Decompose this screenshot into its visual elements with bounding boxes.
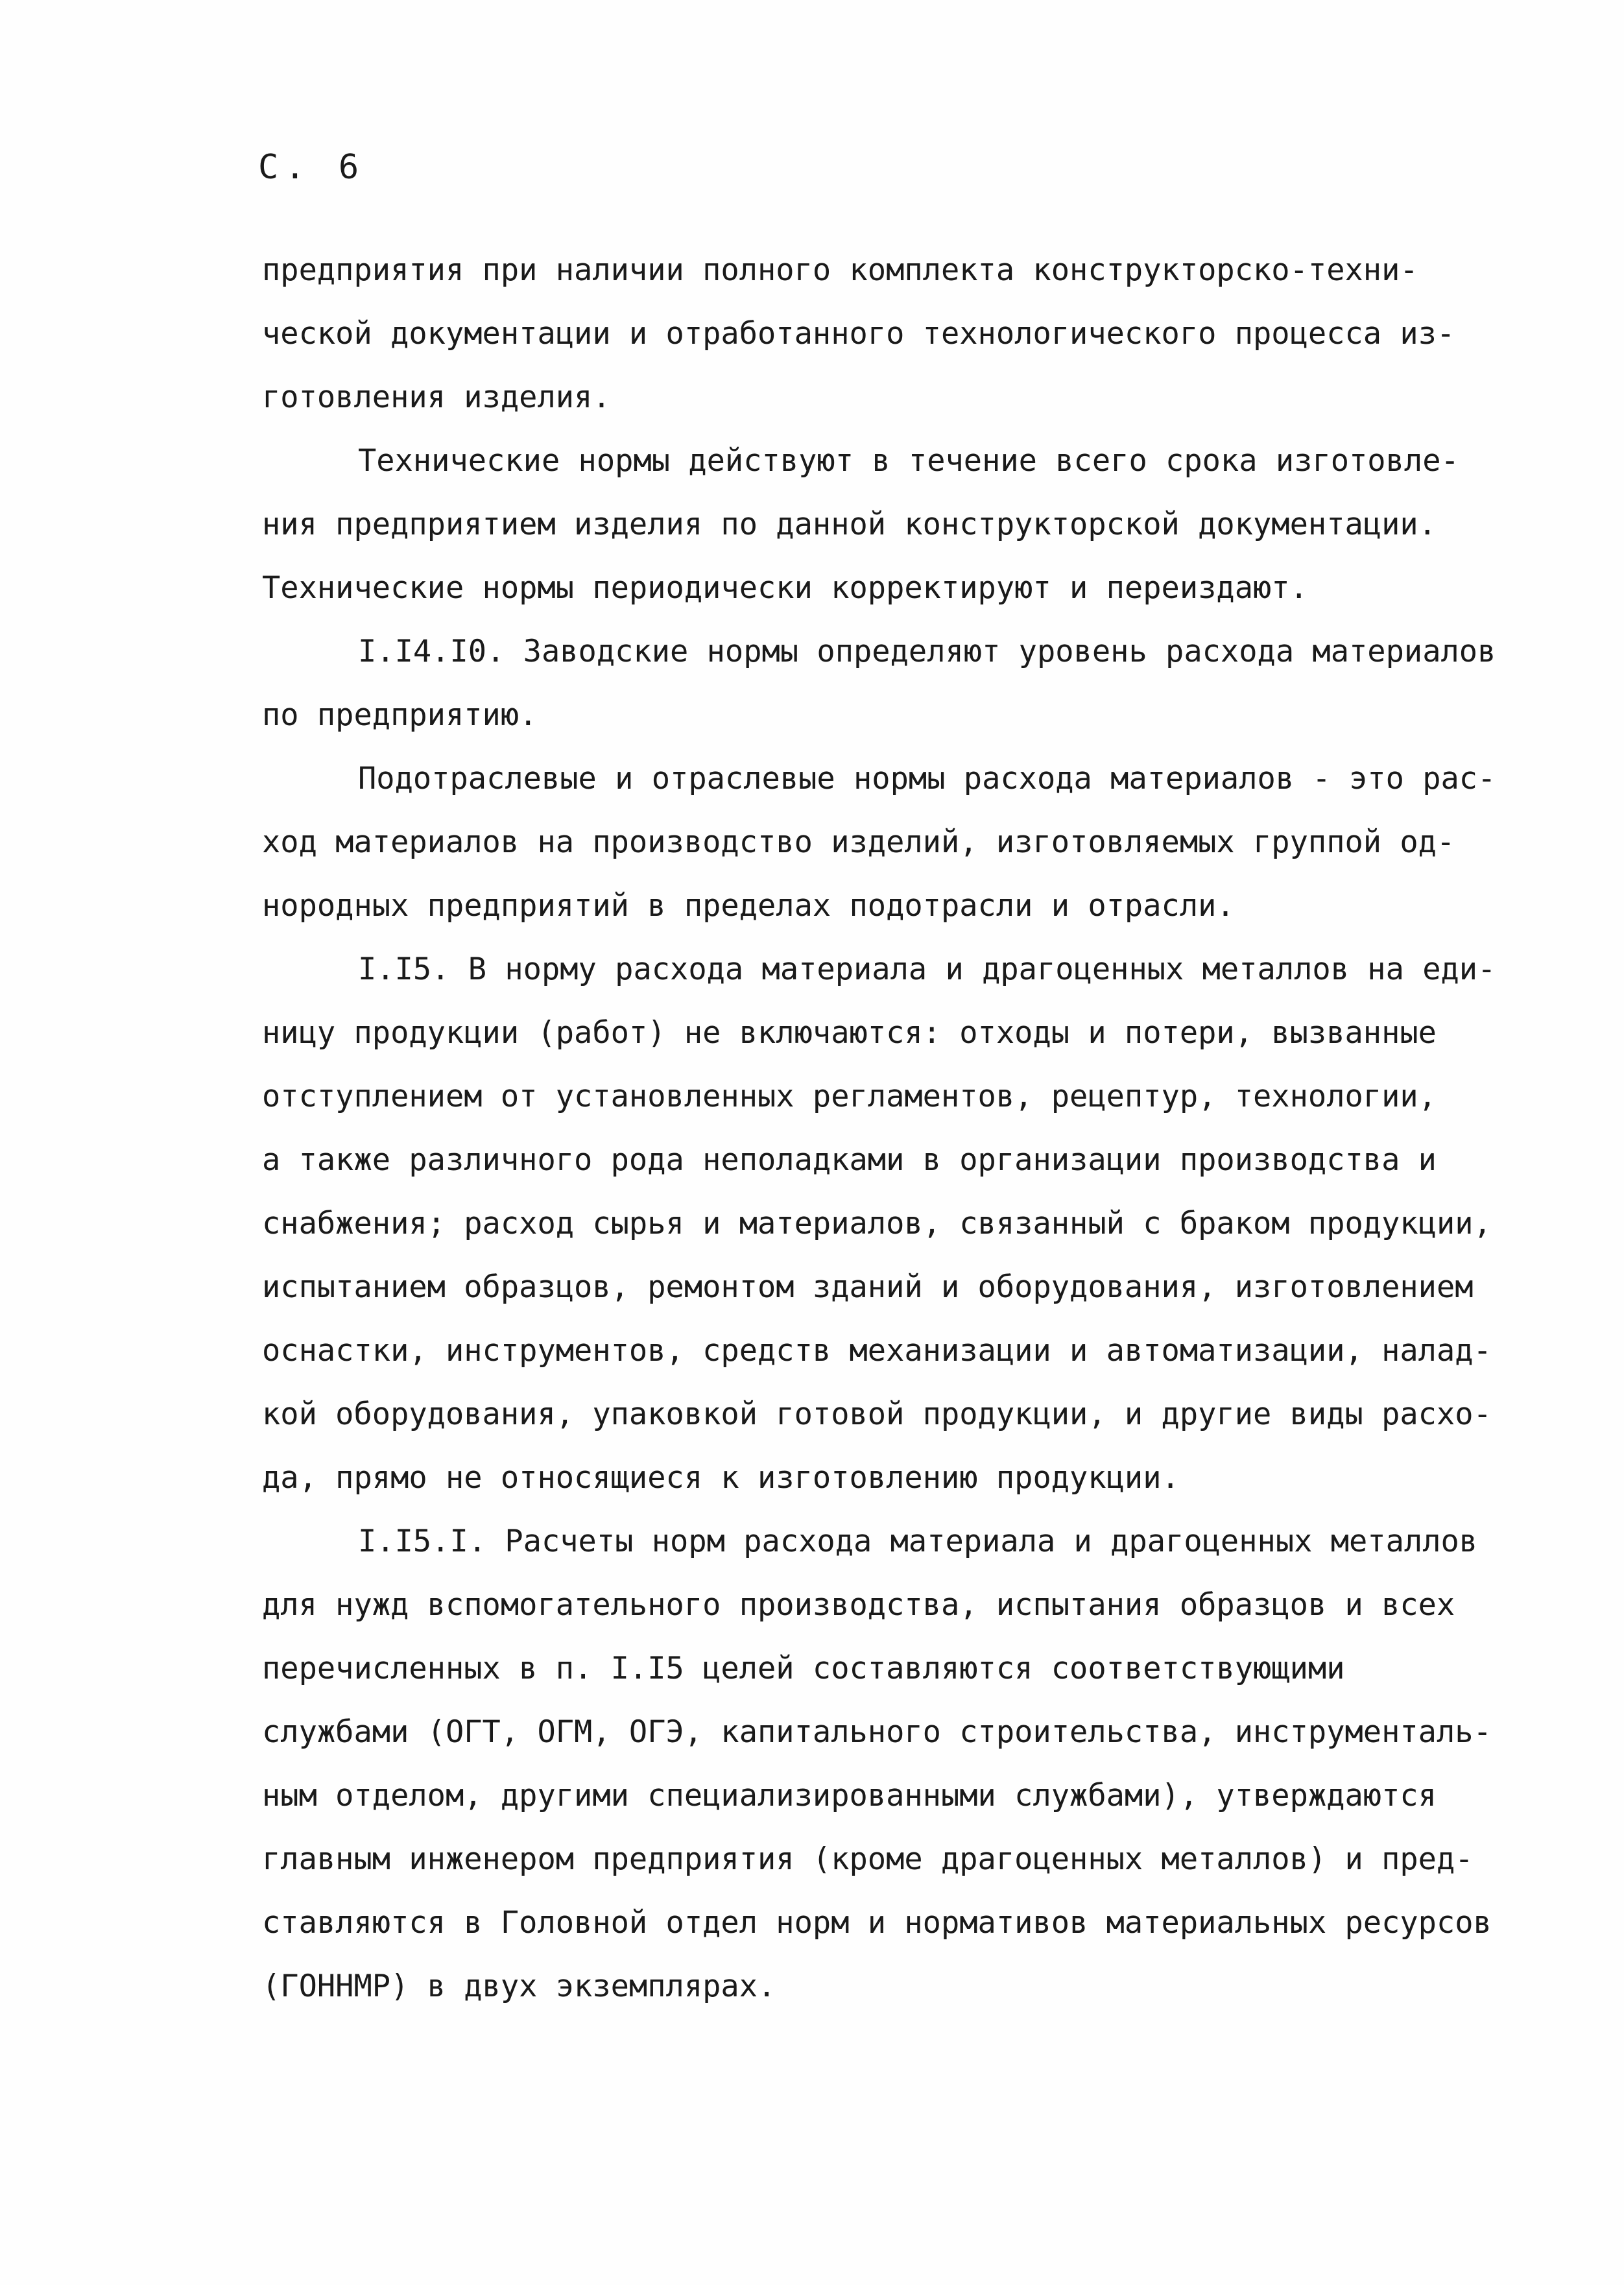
text-line: по предприятию.	[262, 697, 538, 733]
paragraph	[262, 1510, 1527, 2018]
text-line: оснастки, инструментов, средств механизации и автоматизации, налад-	[262, 1333, 1492, 1369]
text-line: снабжения; расход сырья и материалов, связанный с браком продукции,	[262, 1206, 1492, 1241]
text-line: службами (ОГТ, ОГМ, ОГЭ, капитального строительства, инструменталь-	[262, 1714, 1492, 1750]
text-line: а также различного рода неполадками в организации производства и	[262, 1142, 1437, 1178]
text-line: ставляются в Головной отдел норм и нормативов материальных ресурсов	[262, 1905, 1492, 1941]
text-line: Подотраслевые и отраслевые нормы расхода материалов - это рас-	[358, 761, 1496, 796]
page-number: С. 6	[258, 148, 366, 187]
text-line: ход материалов на производство изделий, изготовляемых группой од-	[262, 824, 1455, 860]
body-text	[262, 239, 1527, 2018]
text-line: ницу продукции (работ) не включаются: отходы и потери, вызванные	[262, 1015, 1437, 1051]
text-line: нородных предприятий в пределах подотрасли и отрасли.	[262, 888, 1235, 924]
text-line: ным отделом, другими специализированными службами), утверждаются	[262, 1778, 1437, 1813]
paragraph	[262, 938, 1527, 1510]
text-line: ческой документации и отработанного технологического процесса из-	[262, 316, 1455, 352]
text-line: да, прямо не относящиеся к изготовлению продукции.	[262, 1460, 1180, 1496]
text-line: для нужд вспомогательного производства, испытания образцов и всех	[262, 1587, 1455, 1623]
text-line: (ГОННМР) в двух экземплярах.	[262, 1968, 776, 2004]
text-line: I.I5.I. Расчеты норм расхода материала и драгоценных металлов	[358, 1524, 1478, 1559]
paragraph	[262, 239, 1527, 429]
text-line: главным инженером предприятия (кроме драгоценных металлов) и пред-	[262, 1841, 1474, 1877]
paragraph	[262, 429, 1527, 620]
text-line: предприятия при наличии полного комплекта конструкторско-техни-	[262, 252, 1418, 288]
text-line: I.I5. В норму расхода материала и драгоценных металлов на еди-	[358, 951, 1496, 987]
text-line: ния предприятием изделия по данной конструкторской документации.	[262, 507, 1437, 542]
text-line: готовления изделия.	[262, 379, 611, 415]
text-line: Технические нормы периодически корректируют и переиздают.	[262, 570, 1308, 606]
paragraph	[262, 620, 1527, 747]
paragraph	[262, 747, 1527, 938]
text-line: кой оборудования, упаковкой готовой продукции, и другие виды расхо-	[262, 1396, 1492, 1432]
text-line: испытанием образцов, ремонтом зданий и оборудования, изготовлением	[262, 1269, 1474, 1305]
text-line: I.I4.I0. Заводские нормы определяют уровень расхода материалов	[358, 634, 1496, 669]
text-line: перечисленных в п. I.I5 целей составляются соответствующими	[262, 1651, 1345, 1686]
text-line: Технические нормы действуют в течение всего срока изготовле-	[358, 443, 1459, 479]
text-line: отступлением от установленных регламентов, рецептур, технологии,	[262, 1079, 1437, 1114]
